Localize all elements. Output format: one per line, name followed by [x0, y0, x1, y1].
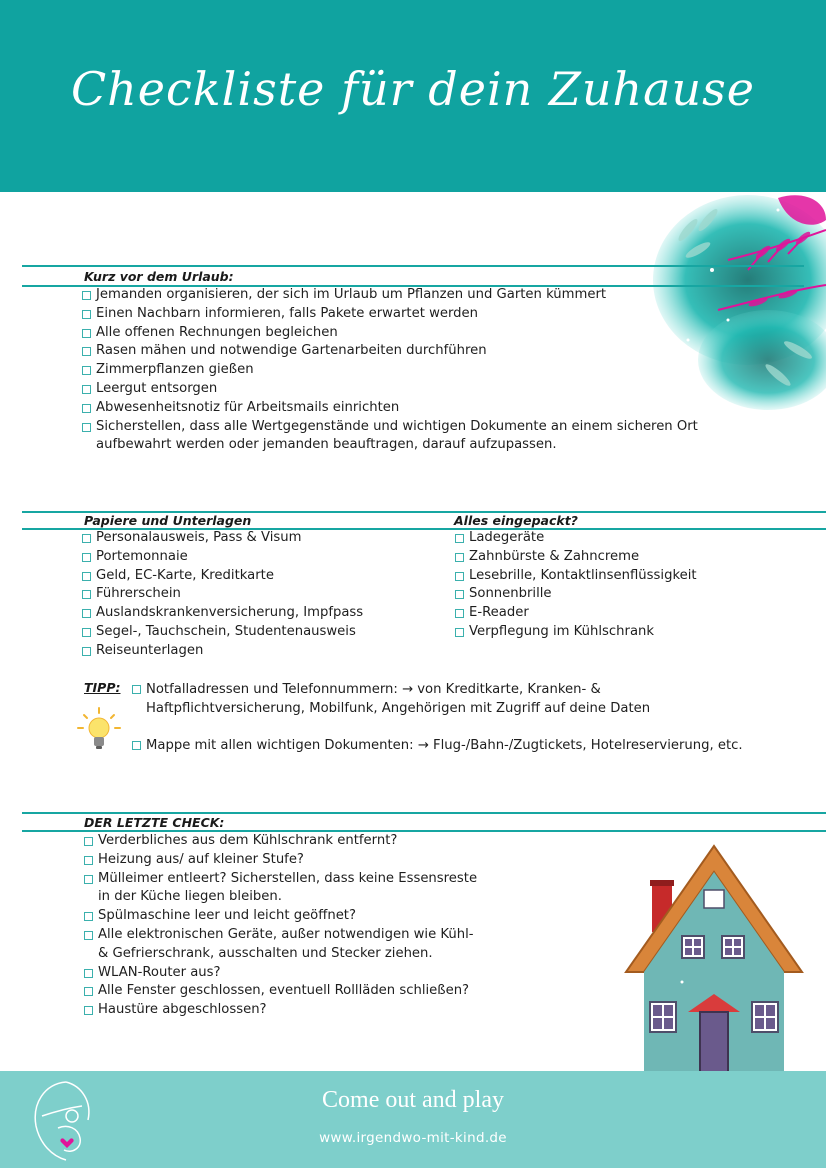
checklist-item[interactable]: Ladegeräte: [455, 529, 795, 548]
checklist-item[interactable]: Mülleimer entleert? Sicherstellen, dass keine Essensreste in der Küche liegen bleiben.: [84, 870, 504, 908]
section-rule-top: [22, 265, 804, 267]
checkbox-icon[interactable]: [132, 685, 141, 694]
checkbox-icon[interactable]: [82, 385, 91, 394]
section-rule-top: [22, 812, 826, 814]
checklist-item[interactable]: Lesebrille, Kontaktlinsenflüssigkeit: [455, 567, 795, 586]
checklist-item[interactable]: Segel-, Tauchschein, Studentenausweis: [82, 623, 422, 642]
footer-slogan: Come out and play: [322, 1087, 504, 1113]
checkbox-icon[interactable]: [84, 987, 93, 996]
checklist-item[interactable]: Verderbliches aus dem Kühlschrank entfernt?: [84, 832, 504, 851]
page-title: Checkliste für dein Zuhause: [70, 62, 756, 116]
checkbox-icon[interactable]: [132, 741, 141, 750]
checkbox-icon[interactable]: [82, 347, 91, 356]
footer-banner: [0, 1071, 826, 1168]
checklist-item[interactable]: Leergut entsorgen: [82, 380, 702, 399]
lightbulb-icon: [76, 706, 122, 754]
checkbox-icon[interactable]: [82, 628, 91, 637]
tipp-label: TIPP:: [84, 680, 121, 695]
checkbox-icon[interactable]: [82, 366, 91, 375]
checklist-item[interactable]: Zahnbürste & Zahncreme: [455, 548, 795, 567]
tip-item[interactable]: Notfalladressen und Telefonnummern: → von Kreditkarte, Kranken- & Haftpflichtversicherung, Mobilfunk, Angehörigen mit Zugriff auf deine Daten: [132, 680, 792, 718]
checklist-item[interactable]: Abwesenheitsnotiz für Arbeitsmails einrichten: [82, 399, 702, 418]
checkbox-icon[interactable]: [84, 875, 93, 884]
checkbox-icon[interactable]: [84, 1006, 93, 1015]
checklist-item[interactable]: Verpflegung im Kühlschrank: [455, 623, 795, 642]
checklist-item[interactable]: Sonnenbrille: [455, 585, 795, 604]
checkbox-icon[interactable]: [82, 609, 91, 618]
checkbox-icon[interactable]: [84, 856, 93, 865]
checklist-item[interactable]: Spülmaschine leer und leicht geöffnet?: [84, 907, 504, 926]
check-checklist: [84, 832, 504, 1020]
checklist-item[interactable]: Sicherstellen, dass alle Wertgegenstände und wichtigen Dokumente an einem sicheren Ort aufbewahrt werden oder jemanden beauftragen, darauf aufzupassen.: [82, 418, 702, 456]
checkbox-icon[interactable]: [455, 590, 464, 599]
checkbox-icon[interactable]: [455, 553, 464, 562]
checkbox-icon[interactable]: [82, 291, 91, 300]
checklist-item[interactable]: Alle Fenster geschlossen, eventuell Rollläden schließen?: [84, 982, 504, 1001]
checklist-item[interactable]: Zimmerpflanzen gießen: [82, 361, 702, 380]
checklist-item[interactable]: WLAN-Router aus?: [84, 964, 504, 983]
checkbox-icon[interactable]: [455, 628, 464, 637]
checklist-item[interactable]: Reiseunterlagen: [82, 642, 422, 661]
footer-website-link[interactable]: www.irgendwo-mit-kind.de: [319, 1130, 507, 1146]
checklist-item[interactable]: Auslandskrankenversicherung, Impfpass: [82, 604, 422, 623]
checkbox-icon[interactable]: [455, 609, 464, 618]
checklist-item[interactable]: Heizung aus/ auf kleiner Stufe?: [84, 851, 504, 870]
house-illustration: [622, 842, 806, 1072]
checkbox-icon[interactable]: [82, 404, 91, 413]
checkbox-icon[interactable]: [82, 572, 91, 581]
papiere-checklist: [82, 529, 422, 661]
checklist-item[interactable]: Einen Nachbarn informieren, falls Pakete erwartet werden: [82, 305, 702, 324]
checklist-item[interactable]: Jemanden organisieren, der sich im Urlaub um Pflanzen und Garten kümmert: [82, 286, 702, 305]
checklist-item[interactable]: Portemonnaie: [82, 548, 422, 567]
checkbox-icon[interactable]: [82, 590, 91, 599]
section-heading-papiere: Papiere und Unterlagen: [84, 513, 252, 528]
checkbox-icon[interactable]: [82, 553, 91, 562]
checkbox-icon[interactable]: [82, 534, 91, 543]
checklist-item[interactable]: Alle offenen Rechnungen begleichen: [82, 324, 702, 343]
checkbox-icon[interactable]: [84, 912, 93, 921]
urlaub-checklist: [82, 286, 702, 455]
checkbox-icon[interactable]: [82, 423, 91, 432]
checklist-item[interactable]: Führerschein: [82, 585, 422, 604]
checklist-item[interactable]: Alle elektronischen Geräte, außer notwendigen wie Kühl- & Gefrierschrank, ausschalten und Stecker ziehen.: [84, 926, 504, 964]
checkbox-icon[interactable]: [455, 572, 464, 581]
checkbox-icon[interactable]: [84, 837, 93, 846]
section-heading-check: DER LETZTE CHECK:: [84, 815, 225, 830]
checkbox-icon[interactable]: [455, 534, 464, 543]
checklist-item[interactable]: Rasen mähen und notwendige Gartenarbeiten durchführen: [82, 342, 702, 361]
eingepackt-checklist: [455, 529, 795, 642]
checkbox-icon[interactable]: [82, 329, 91, 338]
checkbox-icon[interactable]: [82, 647, 91, 656]
checklist-item[interactable]: Personalausweis, Pass & Visum: [82, 529, 422, 548]
checklist-item[interactable]: Geld, EC-Karte, Kreditkarte: [82, 567, 422, 586]
checkbox-icon[interactable]: [84, 969, 93, 978]
checkbox-icon[interactable]: [84, 931, 93, 940]
checkbox-icon[interactable]: [82, 310, 91, 319]
section-heading-urlaub: Kurz vor dem Urlaub:: [84, 269, 234, 284]
section-heading-eingepackt: Alles eingepackt?: [454, 513, 578, 528]
checklist-item[interactable]: Haustüre abgeschlossen?: [84, 1001, 504, 1020]
checklist-item[interactable]: E-Reader: [455, 604, 795, 623]
tip-item[interactable]: Mappe mit allen wichtigen Dokumenten: → Flug-/Bahn-/Zugtickets, Hotelreservierung, etc.: [132, 736, 812, 755]
